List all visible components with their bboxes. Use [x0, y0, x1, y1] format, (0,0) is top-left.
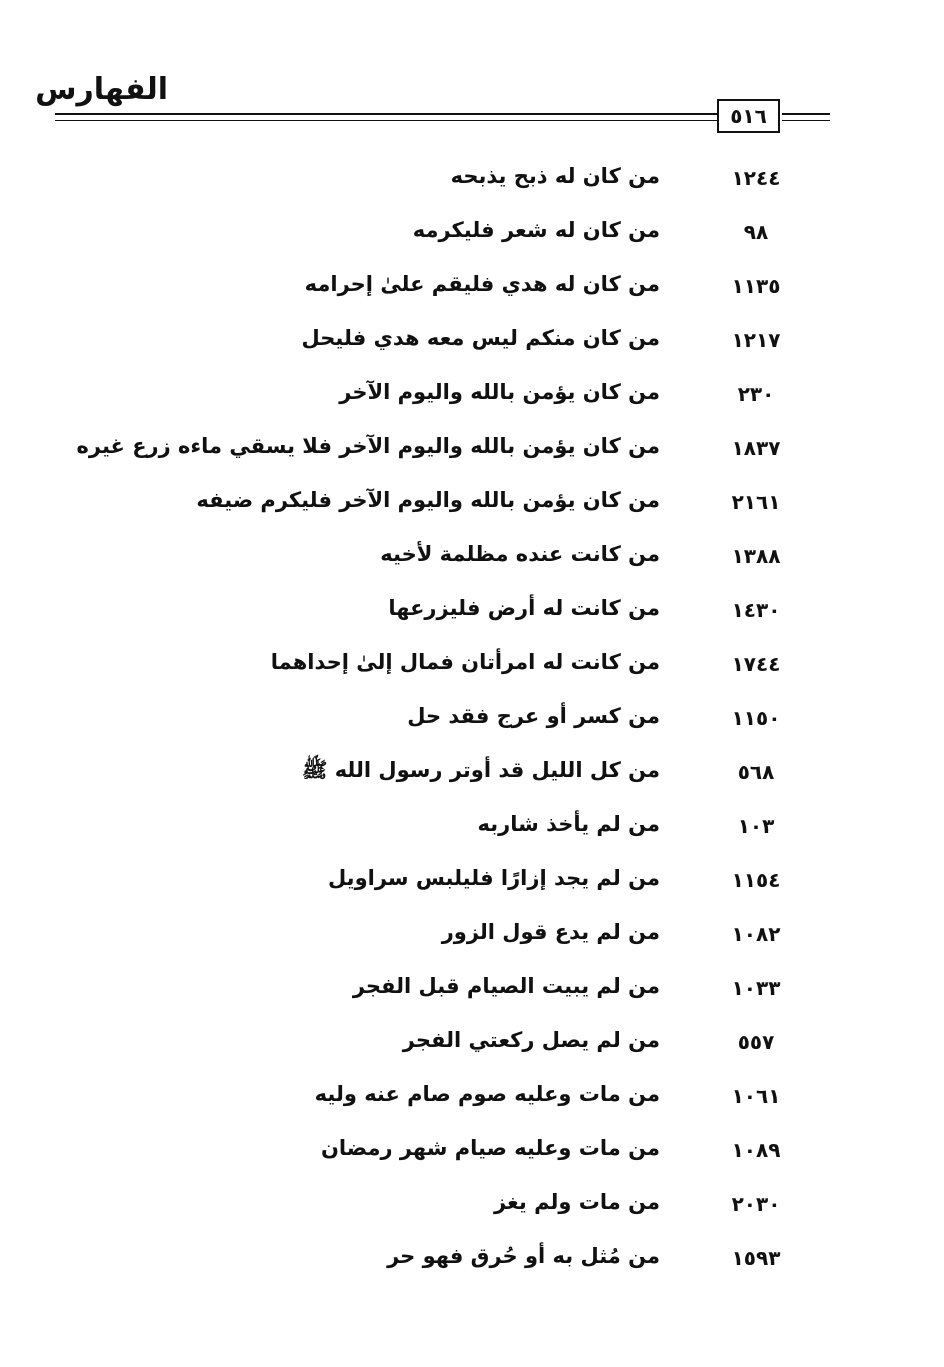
hadith-number: ١٠٣٣	[731, 976, 781, 1000]
header-rule-right	[782, 113, 830, 115]
index-entry	[0, 638, 944, 692]
index-entry	[0, 692, 944, 746]
index-entry	[0, 476, 944, 530]
hadith-number: ١٨٣٧	[731, 436, 781, 460]
index-entry	[0, 746, 944, 800]
hadith-text: من كان منكم ليس معه هدي فليحل	[301, 326, 660, 350]
hadith-number: ١٠٦١	[731, 1084, 781, 1108]
index-entry	[0, 584, 944, 638]
hadith-text: من كانت عنده مظلمة لأخيه	[380, 542, 660, 566]
index-entry	[0, 1016, 944, 1070]
page-number: ٥١٦	[717, 99, 780, 133]
hadith-text: من مات وعليه صيام شهر رمضان	[320, 1136, 660, 1160]
hadith-text: من لم يأخذ شاربه	[477, 812, 660, 836]
hadith-text: من مات وعليه صوم صام عنه وليه	[314, 1082, 660, 1106]
hadith-number: ١٠٨٩	[731, 1138, 781, 1162]
hadith-number: ١١٥٤	[731, 868, 781, 892]
hadith-number: ٥٦٨	[737, 760, 775, 784]
index-entry	[0, 854, 944, 908]
hadith-text: من كان له هدي فليقم علىٰ إحرامه	[304, 272, 660, 296]
hadith-text: من كان له ذبح يذبحه	[450, 164, 660, 188]
index-entry	[0, 800, 944, 854]
hadith-text: من كان يؤمن بالله واليوم الآخر فلا يسقي ماءه زرع غيره	[76, 434, 660, 458]
index-entry	[0, 1178, 944, 1232]
hadith-text: من لم يصل ركعتي الفجر	[402, 1028, 660, 1052]
page-header	[0, 0, 944, 150]
header-rule-right-thin	[782, 120, 830, 121]
index-entry	[0, 908, 944, 962]
hadith-number: ١٣٨٨	[731, 544, 781, 568]
index-entry	[0, 368, 944, 422]
hadith-text: من كانت له أرض فليزرعها	[388, 596, 660, 620]
index-entry	[0, 152, 944, 206]
hadith-number: ١٤٣٠	[731, 598, 781, 622]
hadith-text: من كان له شعر فليكرمه	[412, 218, 660, 242]
hadith-number: ١٥٩٣	[731, 1246, 781, 1270]
hadith-text: من لم يبيت الصيام قبل الفجر	[352, 974, 660, 998]
hadith-text: من كان يؤمن بالله واليوم الآخر فليكرم ضيفه	[196, 488, 660, 512]
index-entry	[0, 530, 944, 584]
hadith-number: ٥٥٧	[737, 1030, 775, 1054]
hadith-number: ١٠٨٢	[731, 922, 781, 946]
hadith-number: ١١٣٥	[731, 274, 781, 298]
index-entry	[0, 1232, 944, 1286]
hadith-number: ٩٨	[743, 220, 769, 244]
hadith-number: ١٢١٧	[731, 328, 781, 352]
hadith-text: من كانت له امرأتان فمال إلىٰ إحداهما	[270, 650, 660, 674]
header-rule-thin	[55, 120, 717, 121]
header-rule	[55, 113, 717, 115]
index-entry	[0, 1124, 944, 1178]
hadith-number: ١١٥٠	[731, 706, 781, 730]
hadith-text: من كل الليل قد أوتر رسول الله ﷺ	[302, 758, 660, 782]
index-entry	[0, 314, 944, 368]
hadith-text: من كسر أو عرج فقد حل	[407, 704, 660, 728]
hadith-number: ١٠٣	[737, 814, 775, 838]
index-entries	[0, 152, 944, 1286]
hadith-number: ٢٠٣٠	[731, 1192, 781, 1216]
index-entry	[0, 422, 944, 476]
hadith-number: ١٧٤٤	[731, 652, 781, 676]
hadith-text: من لم يجد إزارًا فليلبس سراويل	[327, 866, 660, 890]
hadith-text: من كان يؤمن بالله واليوم الآخر	[339, 380, 660, 404]
index-entry	[0, 206, 944, 260]
hadith-text: من مات ولم يغز	[493, 1190, 660, 1214]
hadith-text: من مُثل به أو حُرق فهو حر	[387, 1244, 660, 1268]
index-entry	[0, 260, 944, 314]
hadith-number: ٢٣٠	[737, 382, 775, 406]
section-title: الفهارس	[35, 72, 168, 107]
index-entry	[0, 1070, 944, 1124]
index-entry	[0, 962, 944, 1016]
hadith-text: من لم يدع قول الزور	[441, 920, 660, 944]
hadith-number: ٢١٦١	[731, 490, 781, 514]
hadith-number: ١٢٤٤	[731, 166, 781, 190]
